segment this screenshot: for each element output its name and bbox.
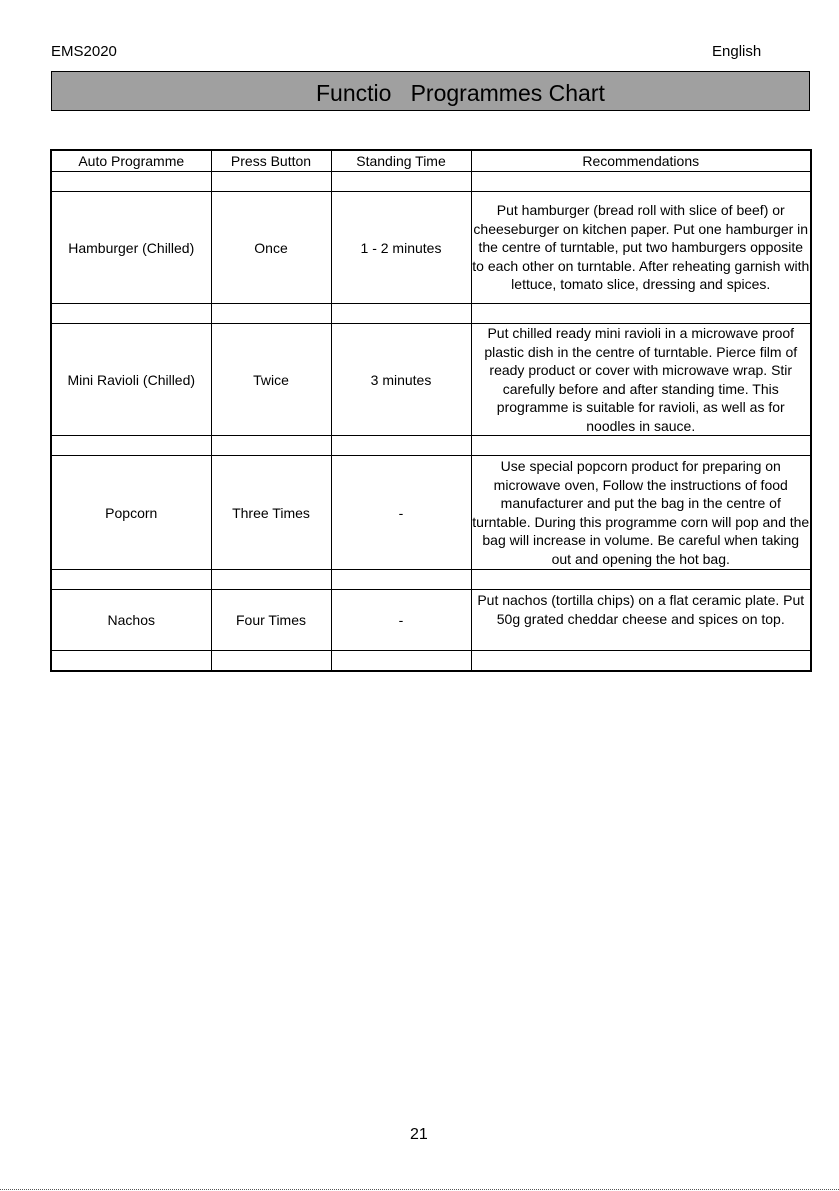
standing-time: 1 - 2 minutes	[331, 192, 471, 304]
spacer-row	[51, 436, 811, 456]
page-number: 21	[410, 1126, 428, 1143]
title-banner	[51, 71, 810, 111]
standing-time: -	[331, 456, 471, 570]
standing-time: 3 minutes	[331, 324, 471, 436]
col-header-auto-programme: Auto Programme	[51, 150, 211, 172]
col-header-standing-time: Standing Time	[331, 150, 471, 172]
press-count: Twice	[211, 324, 331, 436]
spacer-row	[51, 570, 811, 590]
press-count: Four Times	[211, 590, 331, 651]
page-bottom-rule	[0, 1189, 839, 1190]
recommendation: Put chilled ready mini ravioli in a microwave proof plastic dish in the centre of turntable. Pierce film of ready product or cover with microwave wrap. Stir carefully before and after standing time. This programme is suitable for ravioli, as well as for noodles in sauce.	[471, 324, 811, 436]
table-row	[51, 456, 811, 570]
recommendation: Put hamburger (bread roll with slice of beef) or cheeseburger on kitchen paper. Put one hamburger in the centre of turntable, put two hamburgers opposite to each other on turntable. After reheating garnish with lettuce, tomato slice, dressing and spices.	[471, 192, 811, 304]
spacer-row	[51, 651, 811, 672]
programme-name: Nachos	[51, 590, 211, 651]
table-row	[51, 324, 811, 436]
table-row	[51, 192, 811, 304]
recommendation: Put nachos (tortilla chips) on a flat ceramic plate. Put 50g grated cheddar cheese and spices on top.	[471, 590, 811, 651]
recommendation: Use special popcorn product for preparing on microwave oven, Follow the instructions of food manufacturer and put the bag in the centre of turntable. During this programme corn will pop and the bag will increase in volume. Be careful when taking out and opening the hot bag.	[471, 456, 811, 570]
standing-time: -	[331, 590, 471, 651]
spacer-row	[51, 304, 811, 324]
press-count: Three Times	[211, 456, 331, 570]
spacer-row	[51, 172, 811, 192]
programmes-chart-table	[50, 149, 812, 672]
col-header-press-button: Press Button	[211, 150, 331, 172]
page-title: Functio Programmes Chart	[316, 80, 605, 106]
model-number: EMS2020	[51, 43, 117, 60]
table-header-row	[51, 150, 811, 172]
programme-name: Mini Ravioli (Chilled)	[51, 324, 211, 436]
col-header-recommendations: Recommendations	[471, 150, 811, 172]
press-count: Once	[211, 192, 331, 304]
programme-name: Hamburger (Chilled)	[51, 192, 211, 304]
programme-name: Popcorn	[51, 456, 211, 570]
table-row	[51, 590, 811, 651]
language-label: English	[712, 43, 762, 60]
